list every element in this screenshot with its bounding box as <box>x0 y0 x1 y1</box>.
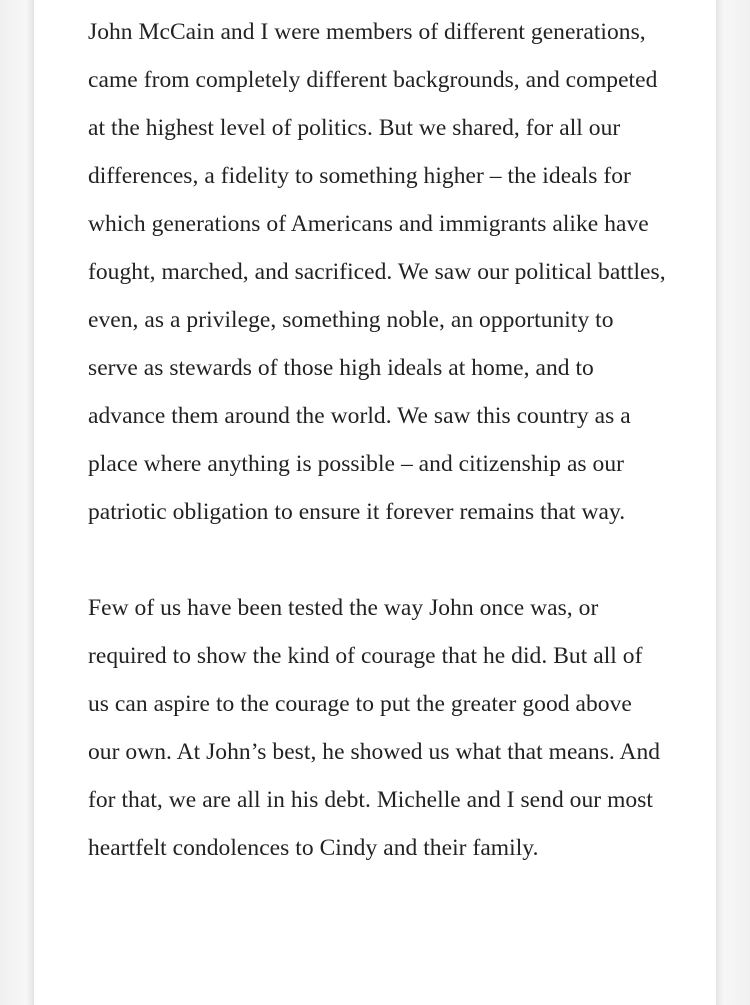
right-margin <box>716 0 750 1005</box>
statement-page <box>34 0 716 1005</box>
paragraph-1: John McCain and I were members of different generations, came from completely different backgrounds, and competed at the highest level of politics. But we shared, for all our differences, a fidelity to something higher – the ideals for which generations of Americans and immigrants alike have fought, marched, and sacrificed. We saw our political battles, even, as a privilege, something noble, an opportunity to serve as stewards of those high ideals at home, and to advance them around the world. We saw this country as a place where anything is possible – and citizenship as our patriotic obligation to ensure it forever remains that way. <box>88 19 666 525</box>
statement-text <box>88 8 716 872</box>
left-margin <box>0 0 34 1005</box>
paragraph-2: Few of us have been tested the way John once was, or required to show the kind of courage that he did. But all of us can aspire to the courage to put the greater good above our own. At John’s best, he showed us what that means. And for that, we are all in his debt. Michelle and I send our most heartfelt condolences to Cindy and their family. <box>88 595 661 861</box>
